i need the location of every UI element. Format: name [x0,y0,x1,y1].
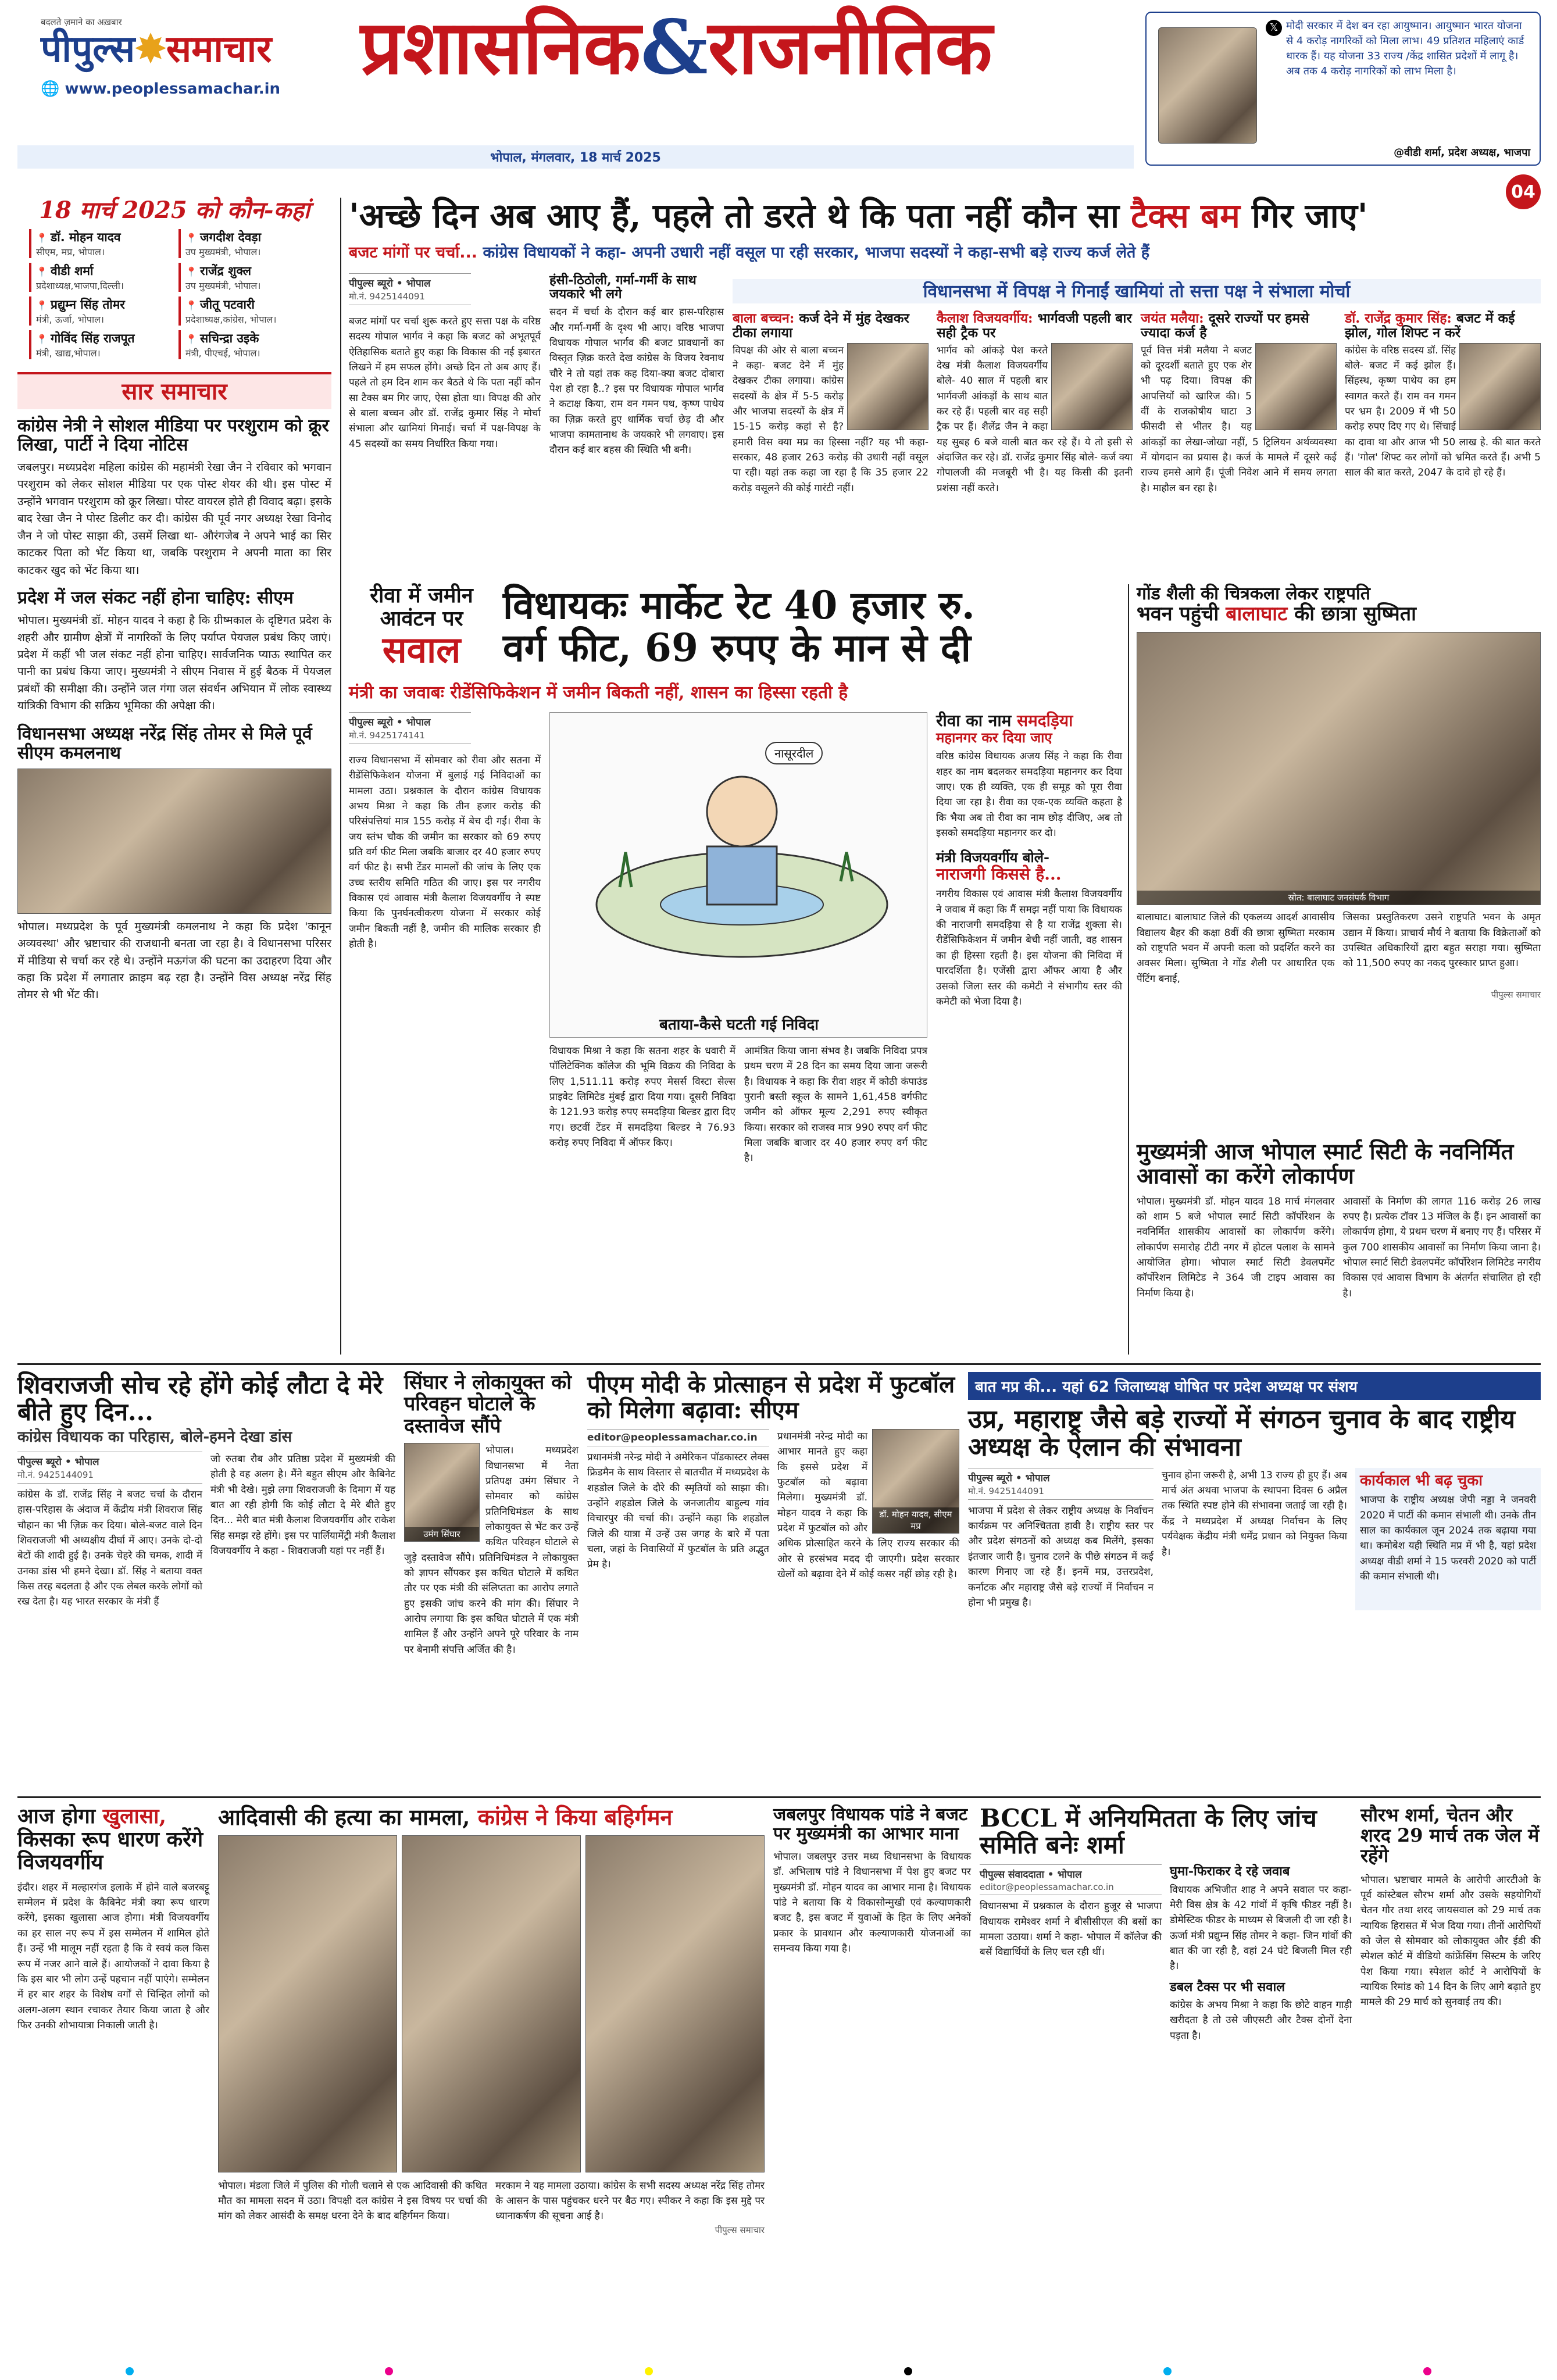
perspective-headline [937,311,1133,341]
lead-headline-c: गिर जाए' [1240,196,1368,235]
perspective-name: डॉ. राजेंद्र कुमार सिंह: [1345,310,1452,326]
lead-headline [349,198,1541,235]
khulasa-headline-a: आज होगा [17,1804,103,1828]
program-role: प्रदेशाध्यक्ष,भाजपा,दिल्ली। [36,280,124,291]
section-title-a: प्रशासनिक [360,4,641,91]
map-pin-icon: 📍 [36,266,48,277]
bjp-headline: उप्र, महाराष्ट्र जैसे बड़े राज्यों में संगठन चुनाव के बाद राष्ट्रीय अध्यक्ष के ऐलान की संभावना [968,1405,1516,1463]
bjp-byline-phone: मो.नं. 9425144091 [968,1485,1044,1496]
bjp-body-a: भाजपा में प्रदेश से लेकर राष्ट्रीय अध्यक्ष के निर्वाचन कार्यक्रम पर अनिश्चितता हावी है। राष्ट्रीय स्तर पर और प्रदेश संगठनों को अध्यक्ष कब मिलेंगे, इसका इंतजार जारी है। चुनाव टलने के पीछे संगठन में कई कारण गिनाए जा रहे हैं। इनमें मप्र, उत्तरप्रदेश, कर्नाटक और महाराष्ट्र जैसे बड़े राज्यों में निर्वाचन न होना भी प्रमुख है। [968,1505,1154,1609]
saar-title: सार समाचार [122,378,227,405]
brand-part-b: समाचार [166,27,272,71]
football-body [587,1429,959,1582]
registration-marks [0,2366,1557,2377]
khulasa-story [17,1805,209,2357]
shivraj-byline-name: पीपुल्स ब्यूरो • भोपाल [17,1456,99,1468]
map-pin-icon: 📍 [36,334,48,345]
perspective-body: भार्गव को आंकड़े पेश करते देख मंत्री कैलाश विजयवर्गीय बोले- 40 साल में पहली बार भार्गवजी आंकड़ों के साथ बात कर रहे हैं। पहली बार वह सही ट्रैक पर हैं। शैलेंद्र जैन ने कहा यह सुबह 6 बजे वाली बात कर रहे हैं। ये तो इसी से अंदाजित कर रहे। डॉ. राजेंद्र कुमार सिंह बोले- कर्ज क्या गोपालजी की मजबूरी भी है। यह किसी की इतनी प्रशंसा नहीं करते। [937,344,1133,494]
program-person: जगदीश देवड़ा [200,230,262,244]
saar-headline-3: विधानसभा अध्यक्ष नरेंद्र सिंह तोमर से मिले पूर्व सीएम कमलनाथ [17,723,312,763]
rewa-reply: मंत्री का जवाबः रीडेंसिफिकेशन में जमीन बिकती नहीं, शासन का हिस्सा रहती है [349,682,848,703]
perspective-photo [1459,343,1541,430]
left-column [17,198,331,1366]
saar-headline-1: कांग्रेस नेत्री ने सोशल मीडिया पर परशुराम को क्रूर लिखा, पार्टी ने दिया नोटिस [17,416,329,455]
rewa-body-1: राज्य विधानसभा में सोमवार को रीवा और सतना में रीडेंसिफिकेशन योजना में बुलाई गई निविदाओं का मामला उठा। प्रश्नकाल के दौरान कांग्रेस विधायक अभय मिश्रा ने कहा कि तीन हजार करोड़ की परिसंपत्तियां मात्र 155 करोड़ में बेच दी गईं। रीवा के जय स्तंभ चौक की जमीन का सरकार को 69 रुपए प्रति वर्ग फीट मिला जबकि बाजार दर 40 हजार रुपए वर्ग फीट है। सभी टेंडर मामलों की जांच के लिए एक उच्च स्तरीय समिति गठित की जाए। इस पर नगरीय विकास एवं आवास मंत्री कैलाश विजयवर्गीय ने स्पष्ट किया कि पुनर्घनत्वीकरण योजना में सरकार कोई जमीन बिकती नहीं है, जमीन की मालिक सरकार ही होती है। [349,755,541,950]
perspective-item [1141,311,1337,496]
program-item [29,263,170,292]
program-role: मंत्री, खाद्य,भोपाल। [36,348,101,359]
perspective-headline [1141,311,1337,341]
singhar-photo-caption: उमंग सिंघार [405,1527,479,1541]
adivasi-headline-b: कांग्रेस ने किया बहिर्गमन [477,1804,673,1830]
hasi-subhead: हंसी-ठिठोली, गर्मा-गर्मी के साथ जयकारे भी लगे [549,273,697,302]
kamalnath-photo [17,769,331,914]
samdariya-body: वरिष्ठ कांग्रेस विधायक अजय सिंह ने कहा कि रीवा शहर का नाम बदलकर समदड़िया महानगर कर दिया जाए। एक ही व्यक्ति, एक ही समूह को पूरा रीवा दिया जा रहा है। रीवा का एक-एक व्यक्ति कहता है कि भैया अब तो रीवा का नाम छोड़ दीजिए, अब तो इसको समदड़िया महानगर कर दो। [936,751,1122,839]
map-pin-icon: 📍 [185,266,197,277]
program-person: डॉ. मोहन यादव [51,230,121,244]
rewa-label-b: आवंटन पर [380,606,463,631]
smartcity-story [1137,1139,1541,1355]
shivraj-body [17,1452,395,1610]
smartcity-body-b: आवासों के निर्माण की लागत 116 करोड़ 26 लाख रुपए है। प्रत्येक टॉवर 13 मंजिल के हैं। इन आवासों का लोकार्पण होगा, ये प्रथम चरण में बनाए गए हैं। परिसर में कुल 700 शासकीय आवासों का निर्माण किया जाना है। भोपाल स्मार्ट सिटी डेवलपमेंट कॉर्पोरेशन लिमिटेड नगरीय विकास एवं आवास विभाग के अंतर्गत संचालित हो रही है। [1342,1195,1541,1299]
section-amp: & [641,4,708,91]
photo-credit: स्रोत: बालाघाट जनसंपर्क विभाग [1137,891,1540,905]
perspective-body: पूर्व वित्त मंत्री मलैया ने बजट को दूरदर्शी बताते हुए एक शेर भी पढ़ दिया। विपक्ष की आपत्तियों को खारिज की। 5 वीं के राजकोषीय घाटा 3 फीसदी से भीतर है। यह आंकड़ों का लेखा-जोखा नहीं, 5 ट्रिलियन अर्थव्यवस्था में योगदान का प्रयास है। कर्ज के मामले में दूसरे कई राज्य हमसे आगे हैं। पूंजी निवेश आने में समय लगता है। माहौल बन रहा है। [1141,344,1337,494]
brand-logo [41,29,272,70]
date-bar [17,145,1134,169]
saurabh-story [1360,1805,1541,2357]
website-text: www.peoplessamachar.in [65,80,280,98]
bccl-side2-headline: डबल टैक्स पर भी सवाल [1170,1979,1285,1995]
perspective-name: कैलाश विजयवर्गीय: [937,310,1033,326]
gond-footer: पीपुल्स समाचार [1491,989,1541,1000]
program-item [29,229,170,258]
mohan-yadav-photo [872,1429,959,1534]
bccl-body [980,1864,1352,2043]
cartoon-drawing [550,713,928,1015]
lead-byline [349,273,471,305]
khulasa-headline-b: खुलासा, [102,1804,166,1828]
opposition-banner [733,279,1541,303]
tagline: बदलते ज़माने का अख़बार [41,17,122,27]
rewa-label [349,584,494,670]
gond-headline-b2: बालाघाट [1226,602,1288,626]
program-person: वीडी शर्मा [51,264,94,278]
smartcity-body-a: भोपाल। मुख्यमंत्री डॉ. मोहन यादव 18 मार्च मंगलवार को शाम 5 बजे भोपाल स्मार्ट सिटी कॉर्पोरेशन के नवनिर्मित शासकीय आवासों का लोकार्पण करेंगे। लोकार्पण समारोह टीटी नगर में होटल पलाश के सामने आयोजित होगा। भोपाल स्मार्ट सिटी डेवलपमेंट कॉर्पोरेशन लिमिटेड ने 364 जी टाइप आवास का निर्माण किया है। [1137,1195,1335,1299]
program-role: मंत्री, ऊर्जा, भोपाल। [36,314,104,325]
minister-headline-a: मंत्री विजयवर्गीय बोले- [936,849,1049,866]
khulasa-headline-c: किसका रूप धारण करेंगे विजयवर्गीय [17,1827,203,1875]
lead-kicker: बजट मांगों पर चर्चा... [349,243,478,262]
shivraj-body-b: जो रुतबा रौब और प्रतिष्ठा प्रदेश में मुख्यमंत्री की होती है वह अलग है। मैंने बहुत सीएम और कैबिनेट मंत्री भी देखे। मुझे लगा शिवराजजी के दिमाग में यह बात आ रही होगी कि कोई लौटा दे मेरे बीते हुए दिन... मेरी बात मंत्री कैलाश विजयवर्गीय और राकेश सिंह समझ रहे होंगे। इस पर पार्लियामेंट्री मंत्री कैलाश विजयवर्गीय ने कहा - शिवराजजी यहां पर नहीं हैं। [210,1453,395,1557]
globe-icon: 🌐 [41,80,60,98]
cartoon [549,712,927,1038]
smartcity-headline: मुख्यमंत्री आज भोपाल स्मार्ट सिटी के नवनिर्मित आवासों का करेंगे लोकार्पण [1137,1138,1514,1189]
bccl-story [980,1805,1352,2357]
lead-byline-phone: मो.नं. 9425144091 [349,291,425,302]
singhar-headline: सिंघार ने लोकायुक्त को परिवहन घोटाले के दस्तावेज सौंपे [404,1371,572,1438]
section-title [360,4,992,91]
cartoon-caption: बताया-कैसे घटती गई निविदा [659,1016,819,1034]
perspective-photo [847,343,929,430]
program-role: सीएम, मप्र, भोपाल। [36,246,105,258]
section-rule [17,1796,1541,1798]
program-person: राजेंद्र शुक्ल [200,264,252,278]
adivasi-footer: पीपुल्स समाचार [715,2224,765,2235]
bccl-side-headline: घुमा-फिराकर दे रहे जवाब [1170,1864,1290,1879]
gond-story [1137,584,1541,1078]
map-pin-icon: 📍 [36,300,48,311]
bccl-side2-body: कांग्रेस के अभय मिश्रा ने कहा कि छोटे वाहन गाड़ी खरीदता है तो उसे जीएसटी और टैक्स दोनों देना पड़ता है। [1170,1999,1352,2042]
tweet-text: मोदी सरकार में देश बन रहा आयुष्मान। आयुष्मान भारत योजना से 4 करोड़ नागरिकों को मिला लाभ। 49 प्रतिशत महिलाएं कार्ड धारक हैं। यह योजना 33 राज्य /केंद्र शासित प्रदेशों में लागू है। अब तक 4 करोड़ नागरिकों को लाभ मिला है। [1286,20,1524,78]
perspective-name: बाला बच्चन: [733,310,795,326]
bjp-body [968,1468,1541,1610]
x-logo-icon: 𝕏 [1266,20,1282,36]
bjp-story [968,1372,1541,1791]
program-role: उप मुख्यमंत्री, भोपाल। [185,280,261,291]
adivasi-photo-1 [218,1835,397,2172]
rewa-body-3: आमंत्रित किया जाना संभव है। जबकि निविदा प्रपत्र प्रथम चरण में 28 दिन का समय दिया जाना जरूरी है। विधायक ने कहा कि रीवा शहर में कोठी कंपाउंड पुरानी बस्ती स्कूल के सामने 1,61,458 वर्गफीट जमीन को ऑफर मूल्य 2,291 रुपए स्वीकृत किया। सरकार को राजस्व मात्र 990 रुपए वर्ग फीट मिला जबकि बाजार दर 40 हजार रुपए वर्ग फीट है। [744,1045,927,1164]
lead-deck: कांग्रेस विधायकों ने कहा- अपनी उधारी नहीं वसूल पा रही सरकार, भाजपा सदस्यों ने कहा-सभी बड़े राज्य कर्ज लेते हैं [483,243,1150,262]
program-role: उप मुख्यमंत्री, भोपाल। [185,246,261,258]
gond-headline-a: गोंड शैली की चित्रकला लेकर राष्ट्रपति [1137,584,1370,604]
saar-headline-2: प्रदेश में जल संकट नहीं होना चाहिए: सीएम [17,588,294,609]
jabalpur-story [773,1805,971,2357]
programs-list [17,229,331,359]
perspectives [733,311,1541,496]
magenta-mark [1423,2367,1431,2375]
samdariya-headline [936,712,1122,730]
shivraj-story [17,1372,395,1791]
adivasi-body-b: मरकाम ने यह मामला उठाया। कांग्रेस के सभी सदस्य अध्यक्ष नरेंद्र सिंह तोमर के आसन के पास पहुंचकर धरने पर बैठ गए। स्पीकर ने कहा कि इस मुद्दे पर ध्यानाकर्षण की सूचना आई है। [495,2179,765,2222]
saar-body-2: भोपाल। मुख्यमंत्री डॉ. मोहन यादव ने कहा है कि ग्रीष्मकाल के दृष्टिगत प्रदेश के शहरी और ग्रामीण क्षेत्रों में नागरिकों के लिए पर्याप्त पेयजल प्रबंध किए जाएं। प्रदेश में कहीं भी जल संकट नहीं होना चाहिए। सार्वजनिक प्याऊ स्थापित कर पानी का प्रबंध किया जाए। मुख्यमंत्री ने सीएम निवास में हुई बैठक में पेयजल प्रबंधों की समीक्षा की। उन्होंने जल गंगा जल संवर्धन अभियान में लोक स्वास्थ्य यांत्रिकी विभाग की सक्रिय भूमिका की अपेक्षा की। [17,614,331,713]
program-item [178,296,320,326]
umang-singhar-photo [404,1443,480,1542]
perspective-photo [1255,343,1337,430]
tweet-box [1145,12,1541,166]
football-story [587,1372,959,1791]
bjp-box [1355,1468,1541,1610]
rewa-headline-a: विधायकः मार्केट रेट 40 हजार रु. [503,583,975,628]
adivasi-headline [218,1805,765,1829]
singhar-body: भोपाल। मध्यप्रदेश विधानसभा में नेता प्रतिपक्ष उमंग सिंघार ने सोमवार को कांग्रेस प्रतिनिधिमंडल के साथ लोकायुक्त से भेंट कर उन्हें कथित परिवहन घोटाले से जुड़े दस्तावेज सौंपे। प्रतिनिधिमंडल ने लोकायुक्त को ज्ञापन सौंपकर इस कथित घोटाले में कथित तौर पर एक मंत्री की संलिप्तता का आरोप लगाते हुए इसकी जांच करने की मांग की। सिंघार ने आरोप लगाया कि इस कथित घोटाले में एक मंत्री शामिल हैं और उन्होंने अपने पूरे परिवार के नाम पर बेनामी संपत्ति अर्जित की है। [404,1445,578,1656]
vd-sharma-photo [1158,27,1257,144]
program-item [29,296,170,326]
adivasi-photos [218,1835,765,2172]
tweet-author: @वीडी शर्मा, प्रदेश अध्यक्ष, भाजपा [1394,146,1530,159]
program-person: सचिन्द्रा उइके [200,331,259,345]
football-body-a: प्रधानमंत्री नरेन्द्र मोदी ने अमेरिकन पॉडकास्टर लेक्स फ्रिडमैन के साथ विस्तार से बातचीत में मध्यप्रदेश के शहडोल जिले के दौरे की स्मृतियों को साझा की। उन्होंने शहडोल जिले के जनजातीय बाहुल्य गांव विचारपुर की चर्चा की। उन्होंने कहा कि शहडोल जिले की यात्रा में उन्हें उस जगह के बारे में पता चला, जहां के निवासियों में फुटबॉल के प्रति अद्भुत प्रेम है। [587,1452,769,1571]
bccl-byline-name: पीपुल्स संवाददाता • भोपाल [980,1869,1082,1881]
perspective-item [733,311,929,496]
saar-header [17,372,331,409]
program-person: जीतू पटवारी [200,298,255,312]
brand-part-a: पीपुल्स [41,27,135,71]
shivraj-deck: कांग्रेस विधायक का परिहास, बोले-हमने देखा डांस [17,1428,292,1446]
football-headline: पीएम मोदी के प्रोत्साहन से प्रदेश में फुटबॉल को मिलेगा बढ़ावा: सीएम [587,1371,955,1424]
sun-icon: ✸ [135,27,166,71]
khulasa-body: इंदौर। शहर में मल्हारगंज इलाके में होने वाले बजरबट्टू सम्मेलन में प्रदेश के कैबिनेट मंत्री क्या रूप धारण करेंगे, इसका खुलासा आज होगा। मंत्री विजयवर्गीय का हर साल नए रूप में इस सम्मेलन में शामिल होते हैं। उन्हें भी मालूम नहीं रहता है कि वे स्वयं कल किस रूप में नजर आने वाले हैं। आयोजकों ने दावा किया है कि इस बार भी लोग उन्हें पहचान नहीं पाएंगे। सम्मेलन में हर बार शहर के विशेष वर्गों से चिन्हित लोगों को अलग-अलग स्थान रचाकर तैयार किया जाता है और फिर उनकी शोभायात्रा निकाली जाती है। [17,1881,209,2031]
column-divider [340,198,341,1355]
gond-body [1137,910,1541,987]
program-item [178,330,320,359]
program-role: प्रदेशाध्यक्ष,कांग्रेस, भोपाल। [185,314,277,325]
rewa-body-2: विधायक मिश्रा ने कहा कि सतना शहर के धवारी में पॉलिटेक्निक कॉलेज की भूमि विक्रय की निविदा के लिए 1,511.11 करोड़ रुपए मेसर्स विस्टा सेल्स प्राइवेट लिमिटेड मुंबई द्वारा दिया गया। दूसरी निविदा के 121.93 करोड़ रुपए समदड़िया बिल्डर द्वारा दिए गए। छटवीं टेंडर में समदड़िया बिल्डर ने 76.93 करोड़ रुपए निविदा में ऑफर किए। [549,1045,735,1149]
lead-story [349,198,1541,576]
perspective-photo [1051,343,1133,430]
bccl-side-body: विधायक अभिजीत शाह ने अपने सवाल पर कहा- मेरी विस क्षेत्र के 42 गांवों में कृषि फीडर नहीं है। डोमेस्टिक फीडर के माध्यम से बिजली दी जा रही है। ऊर्जा मंत्री प्रद्युम्न सिंह तोमर ने कहा- जिन गांवों की बात की जा रही है, वहां 24 घंटे बिजली मिल रही है। [1170,1884,1352,1972]
map-pin-icon: 📍 [185,300,197,311]
bjp-kicker: बात मप्र की... यहां 62 जिलाध्यक्ष घोषित पर प्रदेश अध्यक्ष पर संशय [968,1372,1541,1400]
cyan-mark [1163,2367,1172,2375]
saurabh-body: भोपाल। भ्रष्टाचार मामले के आरोपी आरटीओ के पूर्व कांस्टेबल सौरभ शर्मा और उसके सहयोगियों चेतन गौर तथा शरद जायसवाल को 29 मार्च तक न्यायिक हिरासत में भेज दिया गया। तीनों आरोपियों को जेल से सोमवार को लोकायुक्त और ईडी की स्पेशल कोर्ट में वीडियो कांफ्रेंसिंग सिस्टम के जरिए पेश किया गया। स्पेशल कोर्ट ने आरोपियों के न्यायिक रिमांड को 14 दिन के लिए आगे बढ़ाते हुए मामले की 29 मार्च को सुनवाई तय की। [1360,1874,1541,2009]
program-person: प्रद्युम्न सिंह तोमर [51,298,125,312]
jabalpur-body: भोपाल। जबलपुर उत्तर मध्य विधानसभा के विधायक डॉ. अभिलाष पांडे ने विधानसभा में पेश हुए बजट पर मुख्यमंत्री डॉ. मोहन यादव का आभार माना है। विधायक पांडे ने बताया कि ये विकासोन्मुखी एवं कल्याणकारी बजट है, इस बजट में युवाओं के हित के लिए अनेकों प्रकार के प्रावधान और कल्याणकारी योजनाओं का समन्वय किया गया है। [773,1851,971,1955]
bccl-email: editor@peoplessamachar.co.in [980,1882,1114,1893]
program-item [29,330,170,359]
programs-title: 18 मार्च 2025 को कौन-कहां [39,196,310,224]
bccl-body-a: विधानसभा में प्रश्नकाल के दौरान हुजूर से भाजपा विधायक रामेश्वर शर्मा ने बीसीसीएल की बसों का मामला उठाया। शर्मा ने कहा- भोपाल में कॉलेज की बसें विद्यार्थियों के लिए चल रही थीं। [980,1900,1162,1959]
perspective-item [1345,311,1541,496]
adivasi-body-a: भोपाल। मंडला जिले में पुलिस की गोली चलाने से एक आदिवासी की कथित मौत का मामला सदन में उठा। विपक्षी दल कांग्रेस ने इस विषय पर चर्चा की मांग को लेकर आसंदी के समक्ष धरना देने के बाद बहिर्गमन किया। [218,2179,487,2222]
section-title-b: राजनीतिक [708,4,992,91]
map-pin-icon: 📍 [36,233,48,244]
gond-headline-b3: की छात्रा सुष्मिता [1287,602,1416,626]
perspective-item [937,311,1133,496]
program-role: मंत्री, पीएचई, भोपाल। [185,348,260,359]
rewa-byline [349,712,471,744]
map-pin-icon: 📍 [185,233,197,244]
smartcity-body [1137,1194,1541,1301]
gond-body-a: बालाघाट। बालाघाट जिले की एकलव्य आदर्श आवासीय विद्यालय बैहर की कक्षा 8वीं की छात्रा सुष्मिता मरकाम को राष्ट्रपति भवन में अपनी कला को प्रदर्शित करने का अवसर मिला। सुष्मिता ने गोंड शैली पर आधारित एक पेंटिंग बनाई, [1137,912,1335,985]
gond-headline-b1: भवन पहुंची [1137,602,1226,626]
rewa-headline-b: वर्ग फीट, 69 रुपए के मान से दी [503,624,971,670]
saar-body-3: भोपाल। मध्यप्रदेश के पूर्व मुख्यमंत्री कमलनाथ ने कहा कि प्रदेश 'कानून अव्यवस्था' और भ्रष्टाचार की राजधानी बनता जा रहा है। वे विधानसभा परिसर में मीडिया से चर्चा कर रहे थे। उन्होंने मऊगंज की घटना का उदाहरण दिया और कहा कि प्रदेश में लगातार क्राइम बढ़ रहा है। उन्होंने विस अध्यक्ष नरेंद्र सिंह तोमर से भी भेंट की। [17,920,331,1002]
black-mark [904,2367,912,2375]
rewa-story [349,584,1122,1355]
cyan-mark [126,2367,134,2375]
perspective-title: बजट में कई झोल, गोल शिफ्ट न करें [1345,310,1515,341]
sushmita-photo [1137,632,1541,905]
rewa-byline-phone: मो.नं. 9425174141 [349,730,425,741]
perspective-title: कर्ज देने में मुंह देखकर टीका लगाया [733,310,909,341]
lead-body-2: सदन में चर्चा के दौरान कई बार हास-परिहास और गर्मा-गर्मी के दृश्य भी आए। वरिष्ठ भाजपा विधायक गोपाल भार्गव की बजट प्रावधानों का विस्तृत ज़िक्र करते देख कांग्रेस के विजय रेवनाथ चौरे ने तो यहां तक कह दिया-क्या बजट दोबारा पेश हो रहा है..? इस पर विधायक गोपाल भार्गव ने कटाक्ष किया, राम वन गमन पथ, कृष्ण पाथेय का ज़िक्र करते हुए धार्मिक चर्चा छेड़ दी और भाजपा कामतानाथ के जयकारे भी लगवाए। इस दौरान कई बार बहस की स्थिति भी बनी। [549,306,724,456]
perspective-title: भार्गवजी पहली बार सही ट्रैक पर [937,310,1132,341]
program-item [178,229,320,258]
samdariya-headline-a: रीवा का नाम [936,711,1012,730]
adivasi-headline-a: आदिवासी की हत्या का मामला, [218,1804,478,1830]
perspective-body: विपक्ष की ओर से बाला बच्चन ने कहा- बजट देने में मुंह देखकर टीका लगाया। कांग्रेस सदस्यों के क्षेत्र में 5-5 करोड़ और भाजपा सदस्यों के क्षेत्र में 15-15 करोड़ कहां से है? हमारी विस क्या मप्र का हिस्सा नहीं? यह भी कहा- सरकार, 48 हजार 263 करोड़ की उधारी नहीं वसूल पा रही। यहां तक कहा जा रहा है कि 35 हजार 22 करोड़ वसूलने की कोई गारंटी नहीं। [733,344,929,494]
opposition-banner-text: विधानसभा में विपक्ष ने गिनाईं खामियां तो सत्ता पक्ष ने संभाला मोर्चा [923,281,1351,302]
masthead [17,4,1541,202]
khulasa-headline [17,1805,209,1874]
lead-byline-name: पीपुल्स ब्यूरो • भोपाल [349,278,431,290]
jabalpur-headline: जबलपुर विधायक पांडे ने बजट पर मुख्यमंत्री का आभार माना [773,1804,967,1844]
perspective-headline [1345,311,1541,341]
adivasi-photo-2 [402,1835,581,2172]
shivraj-body-a: कांग्रेस के डॉ. राजेंद्र सिंह ने बजट चर्चा के दौरान हास-परिहास के अंदाज में केंद्रीय मंत्री शिवराज सिंह चौहान का भी ज़िक्र कर दिया। बोले-बजट वाले दिन शिवराजजी भी अध्यक्षीय दीर्घा में आए। उनके दो-दो बेटों की शादी हुई है। उनके चेहरे की चमक, शादी में उनका डांस भी हमने देखा। डॉ. सिंह ने बताया वक्त किस तरह बदलता है और एक लेबल करके लोगों को रख देता है। यह भारत सरकार के मंत्री हैं [17,1488,202,1608]
lead-col-2 [549,273,724,458]
perspective-headline [733,311,929,341]
gond-body-b: जिसका प्रस्तुतिकरण उसने राष्ट्रपति भवन के अमृत उद्यान में किया। प्राचार्य मौर्य ने बताया कि विक्रेताओं को उपस्थित अधिकारियों द्वारा बहुत सराहा गया। सुष्मिता को 11,500 रुपए का नकद पुरस्कार प्राप्त हुआ। [1342,912,1541,970]
program-person: गोविंद सिंह राजपूत [51,331,135,345]
samdariya-headline-c: महानगर कर दिया जाए [936,728,1052,746]
bjp-byline-name: पीपुल्स ब्यूरो • भोपाल [968,1472,1050,1484]
yellow-mark [645,2367,653,2375]
perspective-title: दूसरे राज्यों पर हमसे ज्यादा कर्ज है [1141,310,1309,341]
cartoon-label: नासूरदील [765,742,823,764]
map-pin-icon: 📍 [185,334,197,345]
column-divider [1128,584,1129,1355]
magenta-mark [385,2367,393,2375]
rewa-label-c: सवाल [382,628,461,671]
program-item [178,263,320,292]
perspective-name: जयंत मलैया: [1141,310,1204,326]
lead-headline-b: टैक्स बम [1131,196,1240,235]
football-email: editor@peoplessamachar.co.in [587,1432,758,1443]
perspective-body: कांग्रेस के वरिष्ठ सदस्य डॉ. सिंह बोले- बजट में कई झोल हैं। सिंहस्थ, कृष्ण पाथेय का हम स्वागत करते हैं। राम वन गमन पर भ्रम है। 2009 में भी 50 करोड़ रुपए दिए गए थे। सिंचाई का दावा था और आज भी 50 लाख हे. की बात करते हैं। 'गोल' शिफ्ट कर लोगों को भ्रमित करते हैं। अभी 5 साल की बात करते, 2047 के दावे हो रहे हैं। [1345,344,1541,479]
page-number: 04 [1506,174,1541,209]
minister-headline-b: नाराजगी किससे है... [936,864,1062,884]
saar-body-1: जबलपुर। मध्यप्रदेश महिला कांग्रेस की महामंत्री रेखा जैन ने रविवार को भगवान परशुराम को लेकर सोशल मीडिया पर एक पोस्ट शेयर की थी। इस पोस्ट में उन्होंने भगवान परशुराम को क्रूर लिखा। पोस्ट वायरल होते ही विवाद बढ़ा। इसके बाद रेखा जैन ने पोस्ट डिलीट कर दी। कांग्रेस की पूर्व नगर अध्यक्ष रेखा विनोद जैन ने जो पोस्ट साझा की, उसमें लिखा था- औरंगजेब ने अपने भाई का सिर काटकर पिता को भेंट किया था, जबकि परशुराम ने अपनी माता का सिर काटकर खुद को भेंट किया था। [17,461,331,577]
shivraj-byline-phone: मो.नं. 9425144091 [17,1469,94,1480]
bjp-box-headline: कार्यकाल भी बढ़ चुका [1360,1471,1483,1489]
minister-body: नगरीय विकास एवं आवास मंत्री कैलाश विजयवर्गीय ने जवाब में कहा कि मैं समझ नहीं पाया कि विधायक की नाराजगी समदड़िया से है या राजेंद्र शुक्ला से। रीडेंसिफिकेशन में जमीन बेची नहीं जाती, वह शासन का ही हिस्सा रहती है। इस योजना की निविदा में पारदर्शिता है। एजेंसी द्वारा ऑफर आया है और उसको जिला स्तर की कमेटी ने संभागीय स्तर की कमेटी को भेजा दिया है। [936,888,1122,1007]
rewa-sidebar [936,712,1122,1009]
lead-headline-a: 'अच्छे दिन अब आए हैं, पहले तो डरते थे कि पता नहीं कौन सा [349,196,1131,235]
adivasi-story [218,1805,765,2357]
rewa-headline [503,584,1119,669]
bccl-headline: BCCL में अनियमितता के लिए जांच समिति बनेः शर्मा [980,1804,1317,1860]
lead-deck-line [349,241,1541,262]
rewa-label-a: रीवा में जमीन [370,583,473,607]
football-photo-caption: डॉ. मोहन यादव, सीएम मप्र [873,1507,959,1533]
website[interactable] [41,80,280,98]
adivasi-photo-3 [585,1835,765,2172]
lead-body-1: बजट मांगों पर चर्चा शुरू करते हुए सत्ता पक्ष के वरिष्ठ सदस्य गोपाल भार्गव ने कहा कि बजट को अभूतपूर्व ऐतिहासिक बताते हुए कहा कि विकास की नई इबारत लिखने में हम सफल होंगे। अच्छे दिन तो अब आए हैं। पहले तो हम दिन शाम कर बैठते थे कि पता नहीं कौन सा टैक्स बम गिर जाए, ऐसा होता था। विपक्ष की ओर से बाला बच्चन और डॉ. राजेंद्र कुमार सिंह ने मोर्चा संभाला और खामियां गिनाई। चर्चा में पक्ष-विपक्ष के 45 सदस्यों का समय निर्धारित किया गया। [349,316,541,450]
section-rule [17,1363,1541,1365]
bjp-body-b: चुनाव होना जरूरी है, अभी 13 राज्य ही हुए हैं। अब मार्च अंत अथवा भाजपा के स्थापना दिवस 6 अप्रैल तक स्थिति स्पष्ट होने की संभावना जताई जा रही है। केंद्र ने मध्यप्रदेश में अध्यक्ष निर्वाचन के लिए पर्यवेक्षक केंद्रीय मंत्री धर्मेंद्र प्रधान को नियुक्त किया है। [1162,1469,1347,1558]
football-body-b: प्रधानमंत्री नरेन्द्र मोदी का आभार मानते हुए कहा कि इससे प्रदेश में फुटबॉल को बढ़ावा मिलेगा। मुख्यमंत्री डॉ. मोहन यादव ने कहा कि प्रदेश में फुटबॉल को और अधिक प्रोत्साहित करने के लिए राज्य सरकार की ओर से हरसंभव मदद दी जाएगी। प्रदेश सरकार खेलों को बढ़ावा देने में कोई कसर नहीं छोड़ रही है। [777,1431,959,1581]
shivraj-headline: शिवराजजी सोच रहे होंगे कोई लौटा दे मेरे बीते हुए दिन... [17,1371,383,1427]
samdariya-headline-b: समदड़िया [1017,711,1073,730]
gond-headline-b [1137,603,1541,625]
date-text: भोपाल, मंगलवार, 18 मार्च 2025 [490,151,661,165]
saurabh-headline: सौरभ शर्मा, चेतन और शरद 29 मार्च तक जेल में रहेंगे [1360,1804,1540,1867]
singhar-story [404,1372,578,1791]
adivasi-body [218,2178,765,2224]
bjp-box-body: भाजपा के राष्ट्रीय अध्यक्ष जेपी नड्डा ने जनवरी 2020 में पार्टी की कमान संभाली थी। उनके तीन साल का कार्यकाल जून 2024 तक बढ़ाया गया था। कमोबेश यही स्थिति मप्र में भी है, यहां प्रदेश अध्यक्ष वीडी शर्मा ने 15 फरवरी 2020 को पार्टी की कमान संभाली थी। [1360,1494,1536,1583]
rewa-byline-name: पीपुल्स ब्यूरो • भोपाल [349,717,431,728]
